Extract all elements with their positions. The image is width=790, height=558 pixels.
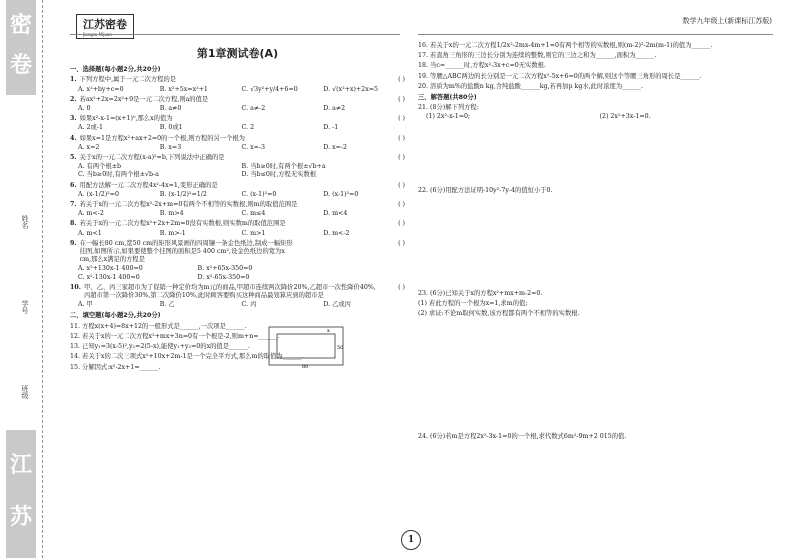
choice-question <box>70 182 405 199</box>
answer-paren: ( ) <box>398 283 405 291</box>
answer-space <box>418 196 773 258</box>
choice-question <box>70 76 405 93</box>
book-series-label: 数学九年级上(新课标江苏版) <box>682 17 772 25</box>
sidebar-label-id: 学号 <box>21 300 29 314</box>
answer-question: 23. (6分)已知关于x的方程x²+mx+m-2=0. <box>418 289 543 297</box>
answer-paren: ( ) <box>398 115 405 123</box>
figure-label-length: 80 <box>302 364 309 370</box>
option-d: D. a≠2 <box>323 105 346 113</box>
option-a: A. 2或-1 <box>78 124 103 132</box>
option-b: B. a≠0 <box>159 105 182 113</box>
question-number: 10. <box>70 283 81 291</box>
option-c: C. x²-130x-1 400=0 <box>78 273 140 281</box>
choice-question <box>70 154 405 180</box>
answer-paren: ( ) <box>398 201 405 209</box>
cut-line <box>42 0 43 558</box>
answer-subpart: (2) 2x²+3x-1=0. <box>599 113 651 121</box>
fill-question: 15. 分解因式:x²-2x+1=______. <box>70 363 161 371</box>
option-b: B. 当b≥0时,有两个根±√b+a <box>241 163 326 171</box>
question-stem: 甲、乙、丙三家超市为了促销一种定价均为m元的商品,甲超市连续两次降价20%,乙超市一次性降价40%,丙超市第一次降价30%,第二次降价10%,此时顾客要购买这种商品最划算应到的超市是 <box>83 283 376 300</box>
option-d: D. x²-65x-350=0 <box>197 273 250 281</box>
choice-question <box>70 96 405 113</box>
option-b: B. (x-1/2)²=1/2 <box>159 190 207 198</box>
option-d: D. m<-2 <box>323 229 350 237</box>
fill-question: 14. 若关于x的二次三项式x²+10x+2m-1是一个完全平方式,那么m的取值为______. <box>70 353 304 361</box>
question-number: 4. <box>70 134 77 142</box>
answer-paren: ( ) <box>398 76 405 84</box>
option-d: D. m<4 <box>323 210 348 218</box>
option-c: C. m>1 <box>241 229 266 237</box>
choice-question <box>70 135 405 152</box>
question-number: 8. <box>70 220 77 228</box>
fill-question: 17. 若直角三角形的三边长分别为连续的整数,则它的三边之和为______,面积为______. <box>418 52 657 60</box>
option-a: A. x²+by+c=0 <box>78 85 124 93</box>
answer-question: 22. (6分)用配方法证明-10y²-7y-4的值恒小于0. <box>418 186 553 194</box>
option-c: C. 丙 <box>241 301 257 309</box>
option-b: B. x=3 <box>159 143 182 151</box>
choice-question <box>70 201 405 218</box>
question-stem: 若ax²+2x=2x²+9是一元二次方程,则a的值是 <box>79 95 209 103</box>
option-b: B. m>-1 <box>159 229 186 237</box>
fill-question: 13. 已知y₁=3(x-5)²,y₂=2(5-x),能使y₁+y₂=0的x的值是______. <box>70 343 250 351</box>
option-d: D. 当b≤0时,方程无实数根 <box>241 171 317 179</box>
header-rule-left <box>70 34 400 35</box>
option-a: A. 甲 <box>78 301 93 309</box>
answer-space <box>418 381 773 431</box>
option-row <box>78 210 405 218</box>
option-row <box>78 301 405 309</box>
question-stem: 用配方法解一元二次方程4x²-4x=1,变形正确的是 <box>79 181 218 189</box>
option-b: B. m>4 <box>159 210 184 218</box>
choice-question <box>70 220 405 237</box>
sidebar-label-class: 班级 <box>21 385 29 399</box>
option-d: D. 乙或丙 <box>323 301 351 309</box>
left-column <box>70 40 405 373</box>
question-stem: 若关于x的一元二次方程x²-2x+m=0有两个不相等的实数根,则m的取值范围是 <box>79 201 298 209</box>
answer-subpart: (1) 若此方程的一个根为x=1,求m的值; <box>418 300 528 308</box>
answer-paren: ( ) <box>398 220 405 228</box>
sidebar-label-name: 姓名 <box>21 215 29 229</box>
brand-logo <box>76 14 134 39</box>
option-row <box>78 265 317 281</box>
option-a: A. (x-1/2)²=0 <box>78 190 119 198</box>
question-number: 2. <box>70 95 77 103</box>
option-d: D. -1 <box>323 124 339 132</box>
answer-paren: ( ) <box>398 154 405 162</box>
answer-space <box>418 123 773 185</box>
sidebar-char: 卷 <box>9 53 32 78</box>
option-a: A. x=2 <box>78 143 100 151</box>
header-rule-right <box>418 34 773 35</box>
answer-question: 24. (6分)若m是方程2x²-3x-1=0的一个根,求代数式6m²-9m+2 015的值. <box>418 433 627 441</box>
page-title: 第1章测试卷(A) <box>196 47 279 60</box>
fill-question: 20. 溶质为m%的盐酸n kg,含纯盐酸______kg,若再加p kg水,此时浓度为______. <box>418 82 644 90</box>
question-number: 3. <box>70 115 77 123</box>
fill-question: 12. 若关于x的一元二次方程x²+mx+3n=0有一个根是-2,则m+n=______. <box>70 332 280 340</box>
question-stem: 若关于x的一元二次方程x²+2x+2m=0没有实数根,则实数m的取值范围是 <box>79 220 286 228</box>
logo-text: 江苏密卷 <box>83 18 127 31</box>
option-d: D. (x-1)²=0 <box>323 190 359 198</box>
option-c: C. m≤4 <box>241 210 266 218</box>
question-stem: 关于x的一元二次方程(x-a)²=b,下列说法中正确的是 <box>79 154 225 162</box>
section-heading-answer: 三、解答题(共80分) <box>418 94 477 102</box>
option-b: B. 乙 <box>159 301 175 309</box>
question-stem: 下列方程中,属于一元二次方程的是 <box>79 76 177 84</box>
option-row <box>78 86 405 94</box>
option-d: D. x=-2 <box>323 143 348 151</box>
sidebar-char: 密 <box>9 13 32 38</box>
figure-label-x: x <box>327 328 330 334</box>
option-c: C. 2 <box>241 124 255 132</box>
question-number: 5. <box>70 154 77 162</box>
fill-question: 19. 等腰△ABC两边的长分别是一元二次方程x²-5x+6=0的两个解,则这个等腰三角形的周长是______. <box>418 72 702 80</box>
sidebar <box>0 0 52 558</box>
question-number: 9. <box>70 239 77 247</box>
frame-figure <box>265 324 347 370</box>
option-row <box>78 144 405 152</box>
option-a: A. 有两个根±b <box>78 163 122 171</box>
answer-paren: ( ) <box>398 95 405 103</box>
question-stem: 如果x²-x-1=(x+1)⁰,那么x的值为 <box>79 115 173 123</box>
right-column <box>418 40 773 443</box>
option-a: A. 0 <box>78 105 91 113</box>
sidebar-char: 江 <box>9 453 32 478</box>
fill-question: 11. 方程x(x+4)=8x+12的一般形式是______,一次项是______. <box>70 322 247 330</box>
sidebar-char: 苏 <box>9 505 32 530</box>
section-heading-fill: 二、填空题(每小题2分,共20分) <box>70 312 161 320</box>
answer-subparts <box>426 113 773 121</box>
answer-subpart: (2) 求证:不论m取何实数,该方程都有两个不相等的实数根. <box>418 310 580 318</box>
option-b: B. x²+65x-350=0 <box>197 265 253 273</box>
answer-subpart: (1) 2x²-x-1=0; <box>426 113 471 121</box>
option-c: C. (x-1)²=0 <box>241 190 277 198</box>
option-row <box>78 230 405 238</box>
option-c: C. 当b≥0时,有两个根±√b-a <box>78 171 159 179</box>
option-row <box>78 163 405 179</box>
option-row <box>78 105 405 113</box>
option-row <box>78 124 405 132</box>
figure-label-width: 50 <box>337 345 344 351</box>
option-d: D. √(x²+x)+2x=5 <box>323 85 379 93</box>
option-c: C. a≠-2 <box>241 105 266 113</box>
option-a: A. m<1 <box>78 229 102 237</box>
question-stem: 如果x=1是方程x²+ax+2=0的一个根,则方程的另一个根为 <box>79 134 245 142</box>
option-c: C. x=-3 <box>241 143 266 151</box>
choice-question <box>70 239 405 282</box>
choice-question <box>70 115 405 132</box>
page-number: 1 <box>401 530 421 550</box>
question-stem: 在一幅长80 cm,宽50 cm的矩形风景画的四周镶一条金色纸边,制成一幅矩形挂图,如图所示,如果要使整个挂图的面积是5 400 cm²,设金色纸边的宽为x cm,那么x满足的方程是 <box>79 239 293 264</box>
fill-question: 16. 若关于x的一元二次方程1/2x²-2mx-4m+1=0有两个相等的实数根,则(m-2)²-2m(m-1)的值为______. <box>418 42 713 49</box>
question-number: 6. <box>70 181 77 189</box>
outer-frame <box>269 327 343 365</box>
choice-question-list <box>70 76 405 309</box>
option-a: A. m<-2 <box>78 210 104 218</box>
option-c: C. √3y²+y/4+6=0 <box>241 85 298 93</box>
question-number: 7. <box>70 201 77 209</box>
option-row <box>78 191 405 199</box>
answer-space <box>418 258 773 288</box>
answer-paren: ( ) <box>398 239 405 247</box>
inner-picture <box>277 334 335 358</box>
question-number: 1. <box>70 76 77 84</box>
option-b: B. 0或1 <box>159 124 183 132</box>
fill-question: 18. 当c=______时,方程x²-3x+c=0无实数根. <box>418 62 546 70</box>
section-heading-choice: 一、选择题(每小题2分,共20分) <box>70 66 161 74</box>
answer-space <box>418 319 773 381</box>
answer-paren: ( ) <box>398 181 405 189</box>
option-a: A. x²+130x-1 400=0 <box>78 265 143 273</box>
choice-question <box>70 284 405 310</box>
option-b: B. x²+5x=x²+1 <box>159 85 208 93</box>
answer-paren: ( ) <box>398 134 405 142</box>
answer-question: 21. (8分)解下列方程: <box>418 104 479 112</box>
